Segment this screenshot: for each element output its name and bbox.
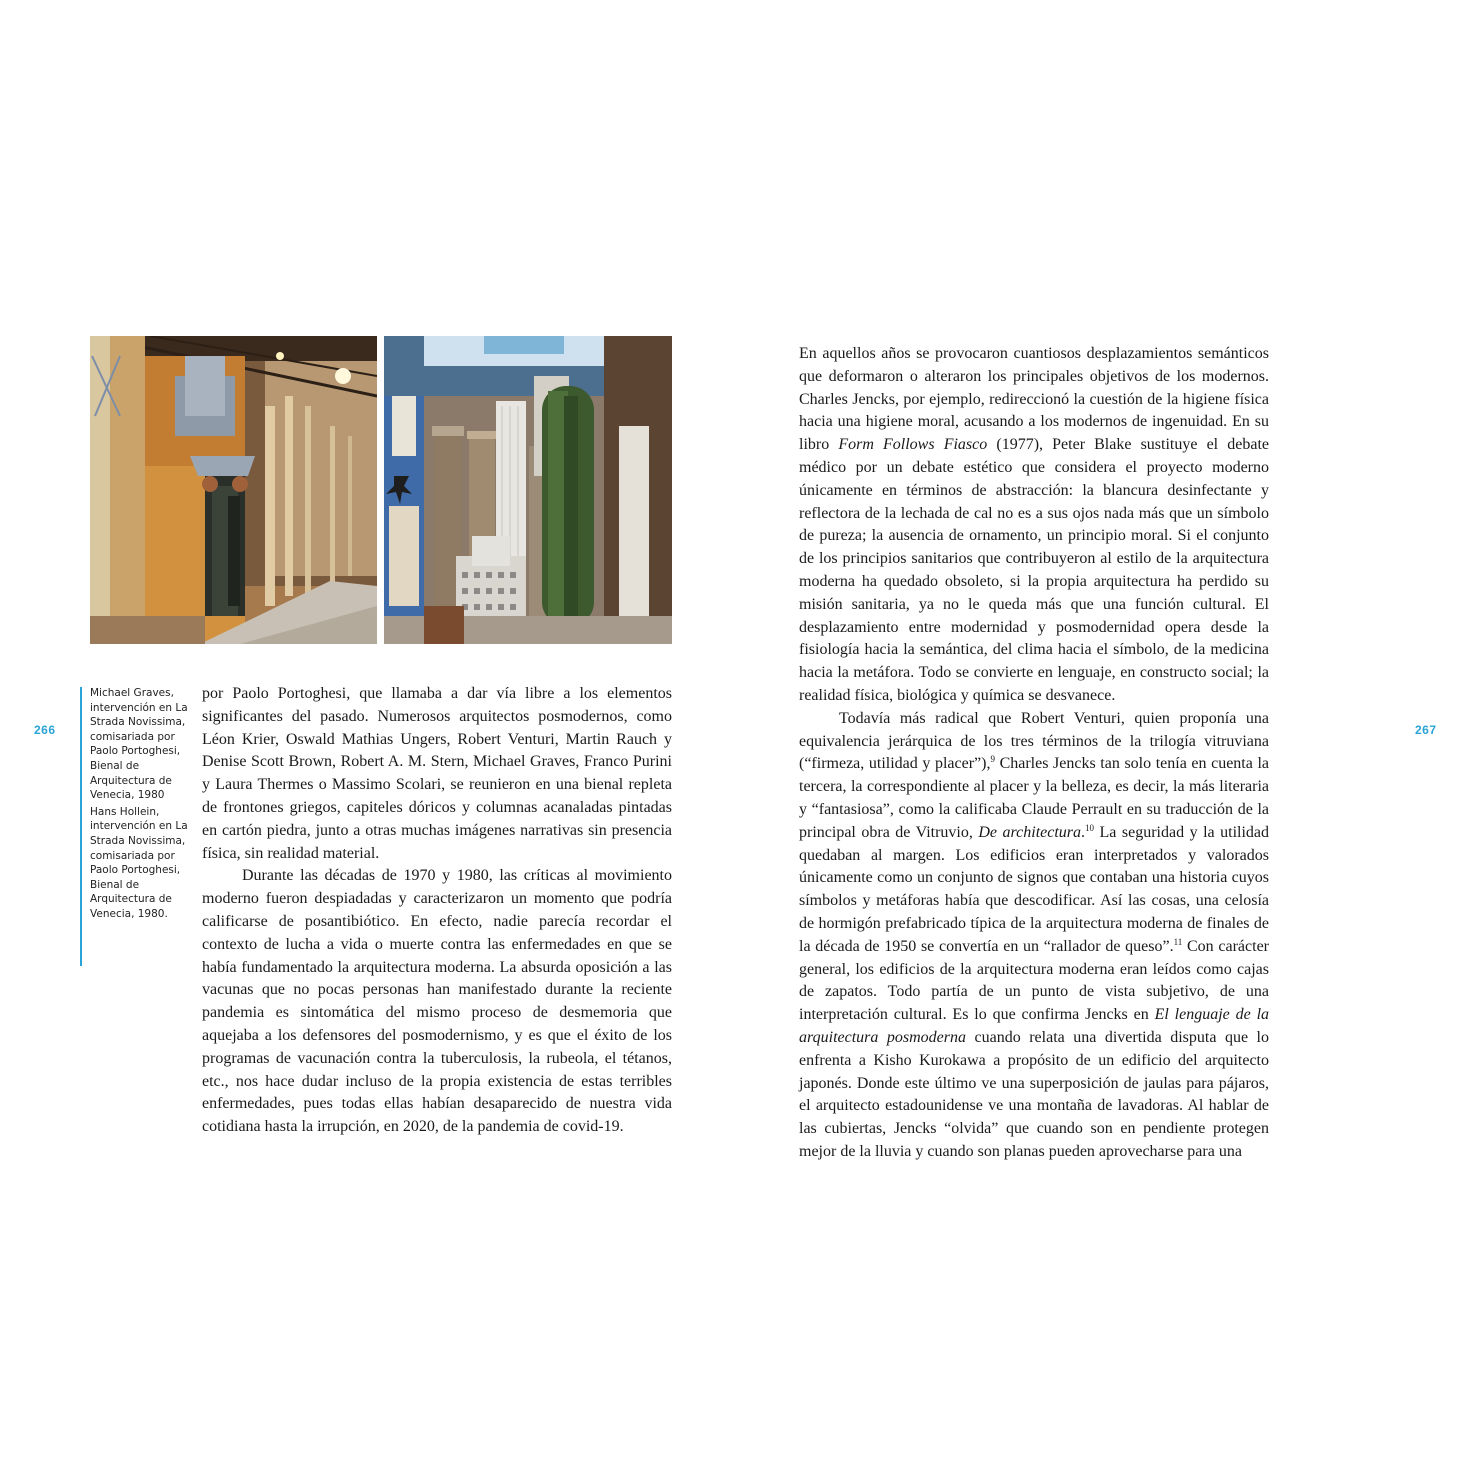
paragraph bbox=[799, 343, 1269, 708]
body-text-left bbox=[202, 683, 672, 1139]
footnote-ref: 9 bbox=[990, 754, 995, 765]
paragraph: por Paolo Portoghesi, que llamaba a dar vía libre a los elementos significantes del pasado. Numerosos arquitectos posmodernos, como Léon Krier, Oswald Mathias Ungers, Robert Venturi, Martin Rauch y Denise Scott Brown, Robert A. M. Stern, Michael Graves, Franco Purini y Laura Thermes o Massimo Scolari, se reunieron en una bienal repleta de frontones griegos, capiteles dóricos y columnas acanaladas pintadas en cartón piedra, junto a otras muchas imágenes narrativas sin presencia física, sin realidad material. bbox=[202, 685, 672, 862]
paragraph bbox=[799, 708, 1269, 1164]
footnote-ref: 11 bbox=[1173, 936, 1183, 947]
text-run: (1977), Peter Blake sustituye el debate médico por un debate estético que considera el proyecto moderno únicamente en términos de abstracción: la blancura desinfectante y reflectora de la lechada de cal no es a sus ojos nada más que un símbolo de pureza; la ausencia de ornamento, un principio moral. Si el conjunto de los principios sanitarios que contribuyeron al estilo de la arquitectura moderna ha quedado obsoleto, si la propia arquitectura ha perdido su misión sanitaria, ya no le queda más que una función cultural. El desplazamiento entre modernidad y posmodernidad opera desde la fisiología hacia la semántica, del clima hacia el símbolo, de la medicina hacia la metáfora. Todo se convierte en lenguaje, en constructo social; la realidad física, biológica y química se desvanece. bbox=[799, 436, 1269, 704]
caption-hans-hollein bbox=[90, 805, 190, 922]
text-run: Con carácter general, los edificios de la arquitectura moderna eran leídos como cajas de zapatos. Todo partía de un punto de vista subjetivo, de una interpretación cultural. Es lo que confirma Jencks en bbox=[799, 937, 1270, 1024]
book-title: De architectura bbox=[978, 823, 1082, 841]
text-run: La seguridad y la utilidad quedaban al margen. Los edificios eran interpretados y valorados únicamente como un conjunto de signos que contaban una historia cuyos símbolos y metáforas había que descodificar. Así las cosas, una celosía de hormigón prefabricado típica de la arquitectura moderna de finales de la década de 1950 se convertía en un “rallador de queso”. bbox=[799, 823, 1270, 955]
caption-text: Michael Graves, intervención en La Strada Novissima, comisariada por Paolo Portoghesi, Bienal de Arquitectura de Venecia, 1980 bbox=[90, 687, 188, 802]
photo-captions bbox=[90, 686, 190, 922]
paragraph: Durante las décadas de 1970 y 1980, las críticas al movimiento moderno fueron despiadadas y caracterizaron un momento que podría calificarse de posantibiótico. En efecto, nadie parecía recordar el contexto de lucha a vida o muerte contra las enfermedades en que se había fundamentado la arquitectura moderna. La absurda oposición a las vacunas que no pocas personas han manifestado durante la reciente pandemia es sintomática del mismo proceso de desmemoria que aquejaba a los defensores del posmodernismo, y es que el éxito de los programas de vacunación contra la tuberculosis, la rubeola, el tétanos, etc., nos hace dudar incluso de la propia existencia de estas terribles enfermedades, pues todas ellas habían desaparecido de nuestra vida cotidiana hasta la irrupción, en 2020, de la pandemia de covid-19. bbox=[202, 867, 672, 1136]
text-run: En aquellos años se provocaron cuantiosos desplazamientos semánticos que deformaron o alteraron los principales objetivos de los modernos. Charles Jencks, por ejemplo, redireccionó la cuestión de la higiene física hacia una higiene moral, acusando a los modernos de ingenuidad. En su libro bbox=[799, 345, 1269, 454]
photo-michael-graves bbox=[90, 336, 377, 644]
footnote-ref: 10 bbox=[1085, 822, 1095, 833]
photo-hans-hollein bbox=[384, 336, 672, 644]
caption-michael-graves bbox=[90, 686, 190, 803]
body-text-right bbox=[799, 343, 1269, 1164]
book-title: El lenguaje de la arquitectura posmoderna bbox=[799, 1006, 1270, 1046]
text-run: Charles Jencks tan solo tenía en cuenta la tercera, la correspondiente al placer y la belleza, es decir, la más literaria y “fantasiosa”, como la calificaba Claude Perrault en su traducción de la principal obra de Vitruvio, bbox=[799, 755, 1269, 841]
caption-text: Hans Hollein, intervención en La Strada Novissima, comisariada por Paolo Portoghesi, Bienal de Arquitectura de Venecia, 1980. bbox=[90, 805, 188, 920]
caption-rule bbox=[80, 687, 82, 966]
text-run: Todavía más radical que Robert Venturi, quien proponía una equivalencia jerárquica de los tres términos de la trilogía vitruviana (“firmeza, utilidad y placer”), bbox=[799, 709, 1269, 773]
text-run: cuando relata una divertida disputa que lo enfrenta a Kisho Kurokawa a propósito de un edificio del arquitecto japonés. Donde este último ve una superposición de jaulas para pájaros, el arquitecto estadounidense ve una montaña de lavadoras. Al hablar de las cubiertas, Jencks “olvida” que cuando son en pendiente protegen mejor de la lluvia y cuando son planas pueden aprovecharse para una bbox=[799, 1028, 1269, 1160]
page-number-right: 267 bbox=[1415, 723, 1437, 737]
text-run: . bbox=[1081, 823, 1086, 841]
page-number-left: 266 bbox=[34, 723, 56, 737]
book-title: Form Follows Fiasco bbox=[838, 436, 988, 454]
